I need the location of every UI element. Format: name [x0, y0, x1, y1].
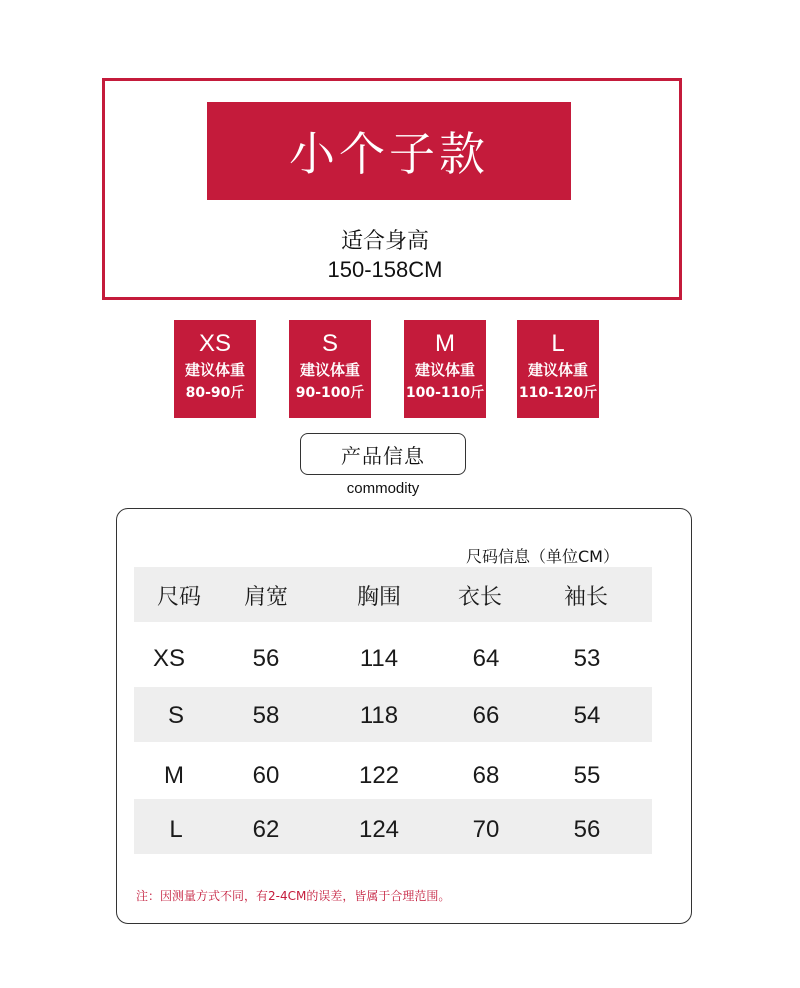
title-banner — [207, 102, 571, 200]
table-cell: 55 — [573, 762, 601, 789]
product-info-heading — [300, 433, 466, 475]
size-card-label: 建议体重 — [527, 361, 588, 379]
size-card-m — [404, 320, 486, 418]
size-card-label: 建议体重 — [299, 361, 360, 379]
table-cell: L — [169, 816, 183, 843]
table-cell: 53 — [573, 645, 601, 672]
product-info-subtitle: commodity — [346, 480, 420, 497]
unit-note: 尺码信息（单位CM） — [466, 547, 619, 566]
table-cell: 122 — [358, 762, 400, 789]
table-cell: 68 — [472, 762, 500, 789]
size-card-weight: 90-100斤 — [295, 385, 365, 401]
banner-title: 小个子款 — [289, 127, 489, 181]
table-cell: S — [167, 702, 184, 729]
product-info-title: 产品信息 — [341, 443, 425, 468]
table-cell: 114 — [359, 645, 399, 672]
size-card-l — [517, 320, 599, 418]
size-card-size: M — [435, 330, 455, 357]
table-cell: M — [164, 762, 184, 789]
table-cell: 66 — [472, 702, 500, 729]
size-card-size: S — [321, 330, 338, 357]
header-size: 尺码 — [156, 585, 201, 610]
size-card-size: XS — [198, 330, 231, 357]
size-card-weight: 80-90斤 — [185, 385, 245, 401]
size-card-weight: 100-110斤 — [405, 385, 485, 401]
table-cell: 60 — [252, 762, 280, 789]
header-chest: 胸围 — [356, 585, 401, 610]
table-cell: 56 — [252, 645, 280, 672]
table-cell: 54 — [573, 702, 601, 729]
table-cell: 58 — [252, 702, 280, 729]
fit-height-label: 适合身高 — [340, 229, 429, 254]
size-card-label: 建议体重 — [414, 361, 475, 379]
size-card-weight: 110-120斤 — [518, 385, 598, 401]
fit-height-range: 150-158CM — [327, 257, 443, 282]
size-card-xs — [174, 320, 256, 418]
table-cell: XS — [152, 645, 185, 672]
header-shoulder: 肩宽 — [243, 585, 288, 610]
table-cell: 70 — [472, 816, 500, 843]
table-cell: 62 — [252, 816, 280, 843]
size-card-size: L — [551, 330, 565, 357]
size-card-label: 建议体重 — [184, 361, 245, 379]
size-card-s — [289, 320, 371, 418]
header-sleeve: 袖长 — [563, 585, 608, 610]
measurement-footnote: 注：因测量方式不同，有2-4CM的误差，皆属于合理范围。 — [136, 889, 451, 903]
table-cell: 56 — [573, 816, 601, 843]
table-cell: 118 — [359, 702, 399, 729]
table-cell: 64 — [472, 645, 500, 672]
table-cell: 124 — [358, 816, 400, 843]
header-length: 衣长 — [457, 585, 502, 610]
